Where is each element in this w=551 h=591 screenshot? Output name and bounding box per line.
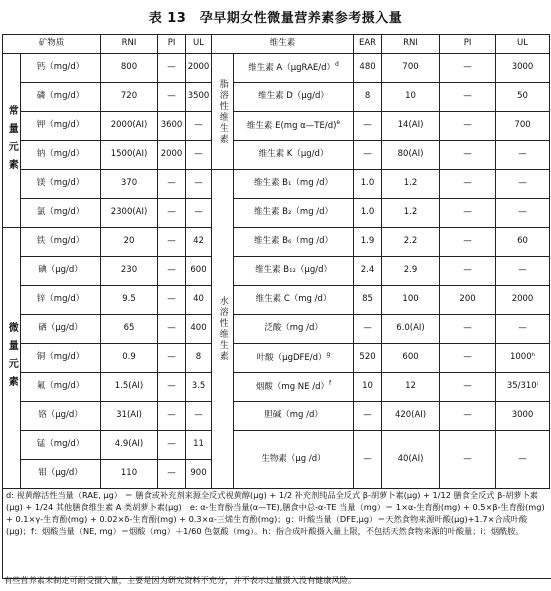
vitamin-ul: — [496,315,550,344]
mineral-rni: 65 [101,315,158,344]
vitamin-pi: — [440,315,496,344]
mineral-ul: 3.5 [186,373,212,402]
mineral-unit: （mg/d） [45,236,85,247]
vitamin-ear: 85 [354,286,382,315]
mineral-name-text: 氯 [36,207,46,218]
vitamin-rni: 1.2 [382,170,440,199]
vitamin-pi: — [440,402,496,431]
mineral-pi: — [158,344,186,373]
mineral-name-text: 硒 [38,323,47,334]
vitamin-rni: 420(AI) [382,402,440,431]
vitamin-rni: 100 [382,286,440,315]
mineral-rni: 1500(AI) [101,141,158,170]
mineral-rni: 720 [101,83,158,112]
vitamin-name [234,228,354,257]
side-label-water: 水溶性维生素 [212,170,234,489]
mineral-ul: — [186,141,212,170]
vitamin-pi: 200 [440,286,496,315]
side-label-fat: 脂溶性维生素 [212,54,234,170]
mineral-name-text: 钙 [36,62,46,73]
mineral-ul: 600 [186,257,212,286]
vitamin-ul: 35/310ⁱ [496,373,550,402]
mineral-name-text: 钾 [36,120,46,131]
mineral-name [21,431,101,460]
table-row [3,141,550,170]
mineral-ul: — [186,199,212,228]
mineral-ul: 8 [186,344,212,373]
mineral-rni: 800 [101,54,158,83]
vitamin-name [234,373,354,402]
vitamin-footnote-mark: e [336,119,341,127]
mineral-ul: 40 [186,286,212,315]
vitamin-name [234,54,354,83]
vitamin-rni: 80(AI) [382,141,440,170]
mineral-ul: — [186,170,212,199]
mineral-rni: 230 [101,257,158,286]
mineral-ul: 2000 [186,54,212,83]
mineral-rni: 370 [101,170,158,199]
vitamin-ear: 480 [354,54,382,83]
mineral-rni: 20 [101,228,158,257]
vitamin-name-text: 生物素（μg /d） [261,453,326,464]
table-row [3,170,550,199]
vitamin-name [234,344,354,373]
vitamin-name-text: 维生素 B₆（mg /d） [253,236,334,247]
vitamin-ul: — [496,257,550,286]
vitamin-name-text: 维生素 K（μg/d） [258,149,329,160]
mineral-rni: 110 [101,460,158,489]
mineral-ul: 3500 [186,83,212,112]
mineral-unit: （μg/d） [46,410,83,421]
vitamin-footnote-mark: f [329,380,332,388]
mineral-rni: 2300(AI) [101,199,158,228]
vitamin-name-text: 泛酸（mg /d） [264,323,323,334]
vitamin-name [234,257,354,286]
vitamin-ul: — [496,199,550,228]
vitamin-ul: 700 [496,112,550,141]
mineral-name-text: 氟 [36,381,46,392]
vitamin-name [234,402,354,431]
mineral-ul: 900 [186,460,212,489]
vitamin-pi: — [440,199,496,228]
mineral-name [21,141,101,170]
table-title: 表 13 孕早期女性微量营养素参考摄入量 [148,10,403,26]
mineral-unit: （μg/d） [46,468,83,479]
vitamin-name-text: 维生素 B₁（mg /d） [253,178,334,189]
mineral-pi: — [158,170,186,199]
vitamin-pi: — [440,170,496,199]
header-ear: EAR [354,35,382,54]
mineral-unit: （mg/d） [45,439,85,450]
mineral-unit: （mg/d） [45,149,85,160]
vitamin-name [234,83,354,112]
vitamin-name-text: 叶酸（μgDFE/d） [256,353,327,364]
vitamin-name [234,431,354,489]
side-label-micro: 微量元素 [3,228,21,489]
mineral-ul: 11 [186,431,212,460]
vitamin-rni: 2.9 [382,257,440,286]
mineral-name-text: 磷 [36,91,46,102]
mineral-name-text: 钠 [36,149,46,160]
vitamin-pi: — [440,257,496,286]
vitamin-name-text: 维生素 B₂（mg /d） [253,207,334,218]
vitamin-name-text: 维生素 A（μgRAE/d） [248,63,336,74]
vitamin-ear: 1.0 [354,170,382,199]
table-row [3,54,550,83]
table-row [3,112,550,141]
vitamin-ul: 1000ʰ [496,344,550,373]
mineral-unit: （mg/d） [45,120,85,131]
mineral-name-text: 镁 [36,178,46,189]
vitamin-ear: — [354,431,382,489]
header-mineral: 矿物质 [3,35,101,54]
mineral-pi: — [158,286,186,315]
table-row [3,199,550,228]
mineral-pi: — [158,315,186,344]
vitamin-pi: — [440,112,496,141]
vitamin-rni: 14(AI) [382,112,440,141]
side-label-macro: 常量元素 [3,54,21,228]
header-rni2: RNI [382,35,440,54]
mineral-rni: 4.9(AI) [101,431,158,460]
vitamin-name-text: 胆碱（mg /d） [264,410,323,421]
vitamin-pi: — [440,54,496,83]
mineral-name [21,344,101,373]
vitamin-name [234,286,354,315]
table-row [3,83,550,112]
vitamin-ul: 50 [496,83,550,112]
mineral-unit: （mg/d） [45,352,85,363]
table-row [3,257,550,286]
vitamin-ear: — [354,402,382,431]
mineral-rni: 2000(AI) [101,112,158,141]
vitamin-ul: 3000 [496,54,550,83]
vitamin-pi: — [440,228,496,257]
vitamin-name [234,170,354,199]
vitamin-name-text: 烟酸（mg NE /d） [255,382,329,393]
vitamin-ear: — [354,141,382,170]
vitamin-name-text: 维生素 D（μg/d） [258,91,329,102]
mineral-unit: （μg/d） [46,323,83,334]
vitamin-ul: — [496,431,550,489]
mineral-pi: — [158,402,186,431]
vitamin-ul: 3000 [496,402,550,431]
vitamin-name-text: 维生素 E(mg α—TE/d) [246,121,337,132]
mineral-name [21,286,101,315]
mineral-unit: （μg/d） [46,265,83,276]
mineral-name [21,373,101,402]
vitamin-ul: — [496,141,550,170]
table-row [3,373,550,402]
vitamin-rni: 6.0(AI) [382,315,440,344]
vitamin-ear: — [354,315,382,344]
table-row [3,402,550,431]
header-ul: UL [186,35,212,54]
mineral-unit: （mg/d） [45,91,85,102]
vitamin-footnote-mark: d [335,61,339,69]
footer-note: 有些营养素未制定可耐受摄入量，主要是因为研究资料不充分，并不表示过量摄入没有健康风险。 [4,575,357,585]
mineral-unit: （mg/d） [45,178,85,189]
mineral-pi: — [158,199,186,228]
mineral-name [21,112,101,141]
nutrient-table [2,34,550,489]
header-pi: PI [158,35,186,54]
mineral-name [21,315,101,344]
vitamin-rni: 40(AI) [382,431,440,489]
mineral-pi: — [158,373,186,402]
vitamin-ul: 60 [496,228,550,257]
table-row [3,344,550,373]
mineral-rni: 31(AI) [101,402,158,431]
mineral-ul: — [186,112,212,141]
mineral-ul: 42 [186,228,212,257]
mineral-rni: 9.5 [101,286,158,315]
vitamin-footnote-mark: g [326,351,331,359]
vitamin-pi: — [440,141,496,170]
vitamin-rni: 2.2 [382,228,440,257]
vitamin-ear: 520 [354,344,382,373]
table-row [3,228,550,257]
vitamin-name [234,141,354,170]
mineral-unit: （mg/d） [45,381,85,392]
mineral-name-text: 钼 [38,468,47,479]
table-row [3,431,550,460]
vitamin-ear: 1.9 [354,228,382,257]
vitamin-pi: — [440,83,496,112]
mineral-unit: （mg/d） [45,207,85,218]
table-row [3,315,550,344]
mineral-name [21,83,101,112]
vitamin-ear: — [354,112,382,141]
mineral-pi: 3600 [158,112,186,141]
mineral-name [21,460,101,489]
mineral-name [21,228,101,257]
header-rni: RNI [101,35,158,54]
vitamin-rni: 1.2 [382,199,440,228]
mineral-name-text: 铬 [38,410,47,421]
mineral-ul: 400 [186,315,212,344]
mineral-pi: — [158,431,186,460]
vitamin-rni: 600 [382,344,440,373]
mineral-name-text: 锰 [36,439,46,450]
mineral-name-text: 铜 [36,352,46,363]
mineral-name [21,170,101,199]
vitamin-name [234,315,354,344]
vitamin-pi: — [440,373,496,402]
mineral-name [21,199,101,228]
mineral-pi: — [158,257,186,286]
header-ul2: UL [496,35,550,54]
mineral-pi: 2000 [158,141,186,170]
mineral-pi: — [158,54,186,83]
vitamin-ear: 1.0 [354,199,382,228]
vitamin-name-text: 维生素 B₁₂（μg/d） [255,265,332,276]
mineral-rni: 1.5(AI) [101,373,158,402]
mineral-name-text: 碘 [38,265,47,276]
table-row [3,286,550,315]
vitamin-name-text: 维生素 C（mg /d） [255,294,332,305]
header-vitamin: 维生素 [212,35,354,54]
mineral-name [21,257,101,286]
vitamin-pi: — [440,431,496,489]
mineral-name [21,402,101,431]
vitamin-rni: 10 [382,83,440,112]
mineral-pi: — [158,83,186,112]
header-pi2: PI [440,35,496,54]
vitamin-name [234,112,354,141]
mineral-name [21,54,101,83]
vitamin-ear: 2.4 [354,257,382,286]
vitamin-ul: — [496,170,550,199]
mineral-pi: — [158,228,186,257]
vitamin-name [234,199,354,228]
mineral-ul: — [186,402,212,431]
vitamin-rni: 12 [382,373,440,402]
mineral-rni: 0.9 [101,344,158,373]
vitamin-ear: 8 [354,83,382,112]
vitamin-pi: — [440,344,496,373]
mineral-pi: — [158,460,186,489]
mineral-unit: （mg/d） [45,294,85,305]
mineral-name-text: 铁 [36,236,46,247]
vitamin-ul: 2000 [496,286,550,315]
mineral-name-text: 锌 [36,294,46,305]
vitamin-ear: 10 [354,373,382,402]
mineral-unit: （mg/d） [45,62,85,73]
table-notes: d: 视黄醇活性当量（RAE, μg） ＝ 膳食或补充剂来源全反式视黄醇(μg) + 1/2 补充剂纯品全反式 β-胡萝卜素(μg) + 1/12 膳食全反式 β-胡萝卜素(μg) + 1/24 其他膳食维生素 A 类胡萝卜素(μg) e: α-生育酚当量(α—TE),膳食中总-α-TE 当量（mg）＝ 1×α-生育酚(mg) + 0.5×β-生育酚(mg) + 0.1×γ-生育酚(mg) + 0.02×δ-生育酚(mg) + 0.3×α-三烯生育酚(mg)；g：叶酸当量（DFE,μg）＝天然食物来源叶酸(μg)+1.7×合成叶酸(μg)；f：烟酸当量（NE, mg）＝烟酸（mg）＋1/60 色氨酸（mg）。h：指合成叶酸摄入量上限，不包括天然食物来源的叶酸量；i：烟酰胺。 [2,486,551,579]
vitamin-rni: 700 [382,54,440,83]
